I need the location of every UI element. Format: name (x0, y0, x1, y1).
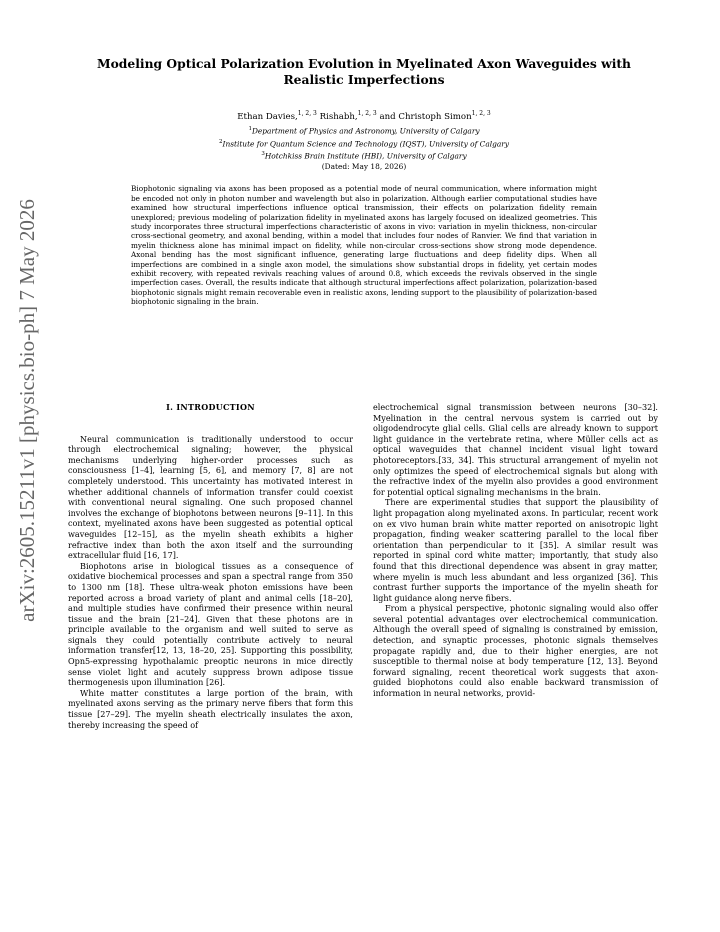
right-column (373, 402, 658, 699)
paper-page (68, 56, 660, 730)
arxiv-sidebar-stamp (6, 150, 48, 670)
affiliation-number: 3 (261, 151, 265, 158)
body-paragraph: Biophotons arise in biological tissues as a consequence of oxidative biochemical processes and span a spectral range from 350 to 1300 nm [18]. These ultra-weak photon emissions have been reported across a broad variety of plant and animal cells [18–20], and multiple studies have confirmed their presence within neural tissue and the brain [21–24]. Given that these photons are in principle available to the organism and well suited to serve as signals they could potentially contribute actively to neural information transfer[12, 13, 18–20, 25]. Supporting this possibility, Opn5-expressing hypothalamic preoptic neurons in mice directly sense violet light and acutely suppress brown adipose tissue thermogenesis upon illumination [26]. (68, 560, 353, 688)
paper-title (68, 56, 660, 88)
left-column (68, 402, 353, 730)
body-paragraph: From a physical perspective, photonic signaling would also offer several potential advantages over electrochemical communication. Although the overall speed of signaling is constrained by emission, detection, and synaptic processes, photonic signals themselves propagate rapidly and, due to their higher energies, are not susceptible to thermal noise at body temperature [12, 13]. Beyond forward signaling, recent theoretical work suggests that axon-guided biophotons could also enable backward transmission of information in neural networks, provid- (373, 603, 658, 699)
affiliation-text: Institute for Quantum Science and Technology (IQST), University of Calgary (222, 139, 509, 148)
author-name: and Christoph Simon (379, 111, 472, 122)
author-name: Rishabh, (319, 111, 358, 122)
affiliation-number: 2 (219, 138, 223, 145)
affiliation (68, 149, 660, 162)
author-list (68, 107, 660, 124)
author-name: Ethan Davies, (237, 111, 298, 122)
affiliation (68, 124, 660, 137)
affiliation (68, 137, 660, 150)
section-heading-introduction: I. INTRODUCTION (166, 402, 255, 412)
author-affiliation-marks: 1, 2, 3 (471, 110, 491, 117)
title-line: Realistic Imperfections (283, 72, 445, 87)
author-affiliation-marks: 1, 2, 3 (357, 110, 377, 117)
arxiv-identifier: arXiv:2605.15211v1 [physics.bio-ph] 7 May 2026 (14, 198, 39, 622)
body-paragraph: There are experimental studies that support the plausibility of light propagation along myelinated axons. In particular, recent work on ex vivo human brain white matter reported on anisotropic light propagation, finding weaker scattering parallel to the local fiber orientation than perpendicular to it [35]. A similar result was reported in spinal cord white matter; importantly, that study also found that this directional dependence was absent in gray matter, where myelin is much less abundant and less organized [36]. This contrast further supports the importance of the myelin sheath for light guidance along nerve fibers. (373, 497, 658, 603)
affiliation-number: 1 (248, 125, 252, 132)
body-paragraph: Neural communication is traditionally understood to occur through electrochemical signaling; however, the physical mechanisms underlying higher-order processes such as consciousness [1–4], learning [5, 6], and memory [7, 8] are not completely understood. This uncertainty has motivated interest in whether additional channels of information transfer could coexist with conventional neural signaling. One such proposed channel involves the exchange of biophotons between neurons [9–11]. In this context, myelinated axons have been suggested as potential optical waveguides [12–15], as the myelin sheath exhibits a higher refractive index than both the axon itself and the surrounding extracellular fluid [16, 17]. (68, 433, 353, 561)
body-paragraph: White matter constitutes a large portion of the brain, with myelinated axons serving as the primary nerve fibers that form this tissue [27–29]. The myelin sheath electrically insulates the axon, thereby increasing the speed of (68, 687, 353, 730)
affiliation-text: Department of Physics and Astronomy, University of Calgary (251, 126, 480, 136)
dated-line: (Dated: May 18, 2026) (321, 161, 407, 171)
abstract: Biophotonic signaling via axons has been proposed as a potential mode of neural communication, where information might be encoded not only in photon number and wavelength but also in polarization. Although earlier computational studies have examined how structural imperfections influence optical transmission, their effects on polarization fidelity remain unexplored; previous modeling of polarization fidelity in myelinated axons has largely focused on idealized geometries. This study incorporates three structural imperfections characteristic of axons in vivo: variation in myelin thickness, non-circular cross-sectional geometry, and axonal bending, within a model that includes four nodes of Ranvier. We find that variation in myelin thickness alone has minimal impact on fidelity, while non-circular cross-sections show strong mode dependence. Axonal bending has the most significant influence, generating large fluctuations and deep fidelity dips. When all imperfections are combined in a single axon model, the simulations show substantial drops in fidelity, yet certain modes exhibit recovery, with repeated revivals reaching values of around 0.8, which exceeds the revivals observed in the single imperfection cases. Overall, the results indicate that although structural imperfections affect polarization, polarization-based biophotonic signals might remain recoverable even in realistic axons, lending support to the plausibility of polarization-based biophotonic signaling in the brain. (131, 184, 597, 307)
body-paragraph: electrochemical signal transmission between neurons [30–32]. Myelination in the central nervous system is carried out by oligodendrocyte glial cells. Glial cells are already known to support light guidance in the vertebrate retina, where Müller cells act as optical waveguides that channel incident visual light toward photoreceptors.[33, 34]. This structural arrangement of myelin not only optimizes the speed of electrochemical signals but along with the refractive index of the myelin also provides a good environment for potential optical signaling mechanisms in the brain. (373, 402, 658, 497)
affiliation-text: Hotchkiss Brain Institute (HBI), University of Calgary (264, 151, 467, 161)
title-line: Modeling Optical Polarization Evolution in Myelinated Axon Waveguides with (96, 56, 631, 71)
author-affiliation-marks: 1, 2, 3 (297, 110, 317, 117)
